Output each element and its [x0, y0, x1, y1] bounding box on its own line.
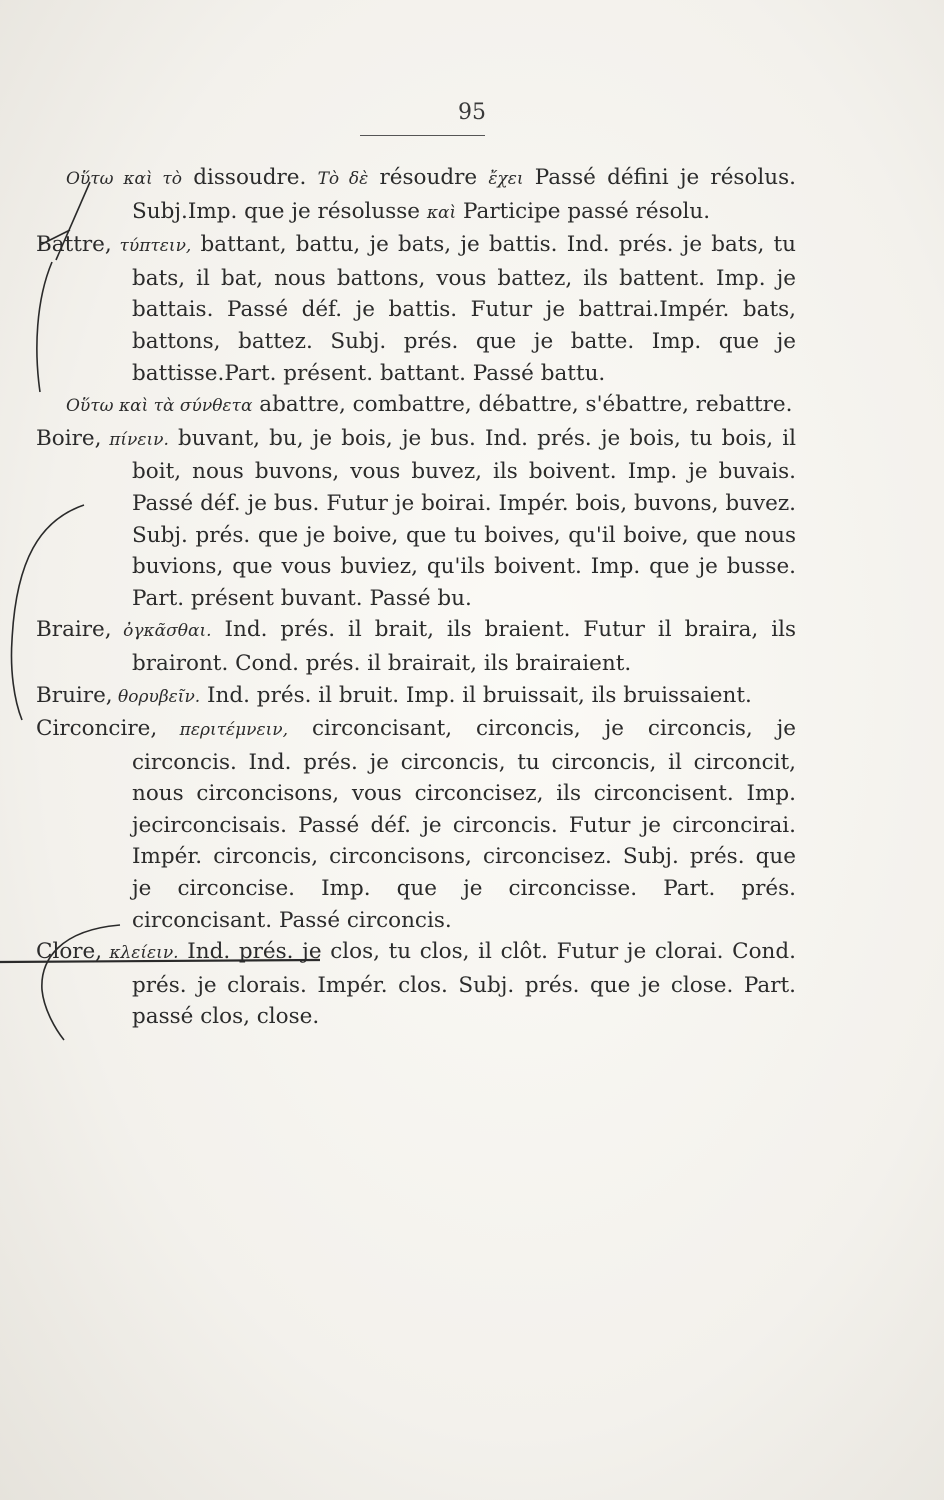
entry-text: circoncisant, circoncis, je circoncis, je circoncis. Ind. prés. je circoncis, tu circoncis, il circoncit, nous circoncisons, vous circoncisez, ils circoncisent. Imp. jecirconcisais. Passé déf. je circoncis. Futur je circoncirai. Impér. circoncis, circoncisons, circoncisez. Subj. prés. que je circoncise. Imp. que je circoncisse. Part. prés. circoncisant. Passé circoncis.	[132, 716, 797, 933]
entry-boire	[36, 423, 796, 615]
entry-headword: Bruire,	[36, 682, 113, 708]
greek-text: πίνειν.	[101, 429, 169, 450]
entry-text: abattre, combattre, débattre, s'ébattre, rebattre.	[252, 392, 793, 418]
entry-headword: Battre,	[36, 232, 112, 258]
entry-battre	[36, 229, 796, 389]
greek-text: ἔχει	[488, 169, 524, 189]
entry-text: battant, battu, je bats, je battis. Ind. prés. je bats, tu bats, il bat, nous battons, vous battez, ils battent. Imp. je battais. Passé déf. je battis. Futur je battrai.Impér. bats, battons, battez. Subj. prés. que je batte. Imp. que je battisse.Part. présent. battant. Passé battu.	[132, 232, 796, 386]
entry-text: Ind. prés. il brait, ils braient. Futur il braira, ils brairont. Cond. prés. il brairait, ils brairaient.	[132, 617, 796, 676]
greek-text: Τὸ δὲ	[317, 169, 369, 189]
greek-text: Οὕτω καὶ τὸ	[66, 169, 183, 189]
entry-headword: Boire,	[36, 425, 102, 451]
entry-text: résoudre	[368, 165, 489, 190]
entry-bruire	[36, 680, 796, 714]
entry-text: buvant, bu, je bois, je bus. Ind. prés. je bois, tu bois, il boit, nous buvons, vous buvez, ils boivent. Imp. je buvais. Passé déf. je bus. Futur je boirai. Impér. bois, buvons, buvez. Subj. prés. que je boive, que tu boives, qu'il boive, que nous buvions, que vous buviez, qu'ils boivent. Imp. que je busse. Part. présent buvant. Passé bu.	[132, 425, 796, 611]
entry-text: dissoudre.	[182, 165, 318, 190]
entry-text: Passé défini je résolus. Subj.Imp. que je résolusse	[132, 165, 796, 224]
entry-dissoudre	[36, 162, 796, 229]
greek-text: καὶ	[426, 202, 457, 223]
entry-headword: Braire,	[36, 617, 112, 643]
verb-list	[36, 162, 796, 1033]
greek-text: ὀγκᾶσθαι.	[111, 621, 212, 642]
page-number: 95	[458, 100, 486, 125]
entry-headword: Clore,	[36, 939, 103, 965]
entry-text: Ind. prés. il bruit. Imp. il bruissait, ils bruissaient.	[200, 682, 752, 708]
entry-braire	[36, 614, 796, 679]
entry-battre-compounds	[36, 389, 796, 423]
greek-text: κλείειν.	[102, 943, 179, 964]
entry-headword: Circoncire,	[36, 716, 158, 742]
greek-text: Οὕτω καὶ τὰ σύνθετα	[66, 396, 253, 417]
greek-text: θορυβεῖν.	[112, 686, 201, 707]
entry-circoncire	[36, 713, 796, 936]
greek-text: τύπτειν,	[111, 236, 192, 257]
greek-text: περιτέμνειν,	[157, 720, 289, 741]
entry-text: Ind. prés. je clos, tu clos, il clôt. Futur je clorai. Cond. prés. je clorais. Impér. clos. Subj. prés. que je close. Part. passé clos, close.	[132, 939, 797, 1030]
entry-text: Participe passé résolu.	[456, 198, 711, 224]
entry-clore	[36, 936, 796, 1033]
